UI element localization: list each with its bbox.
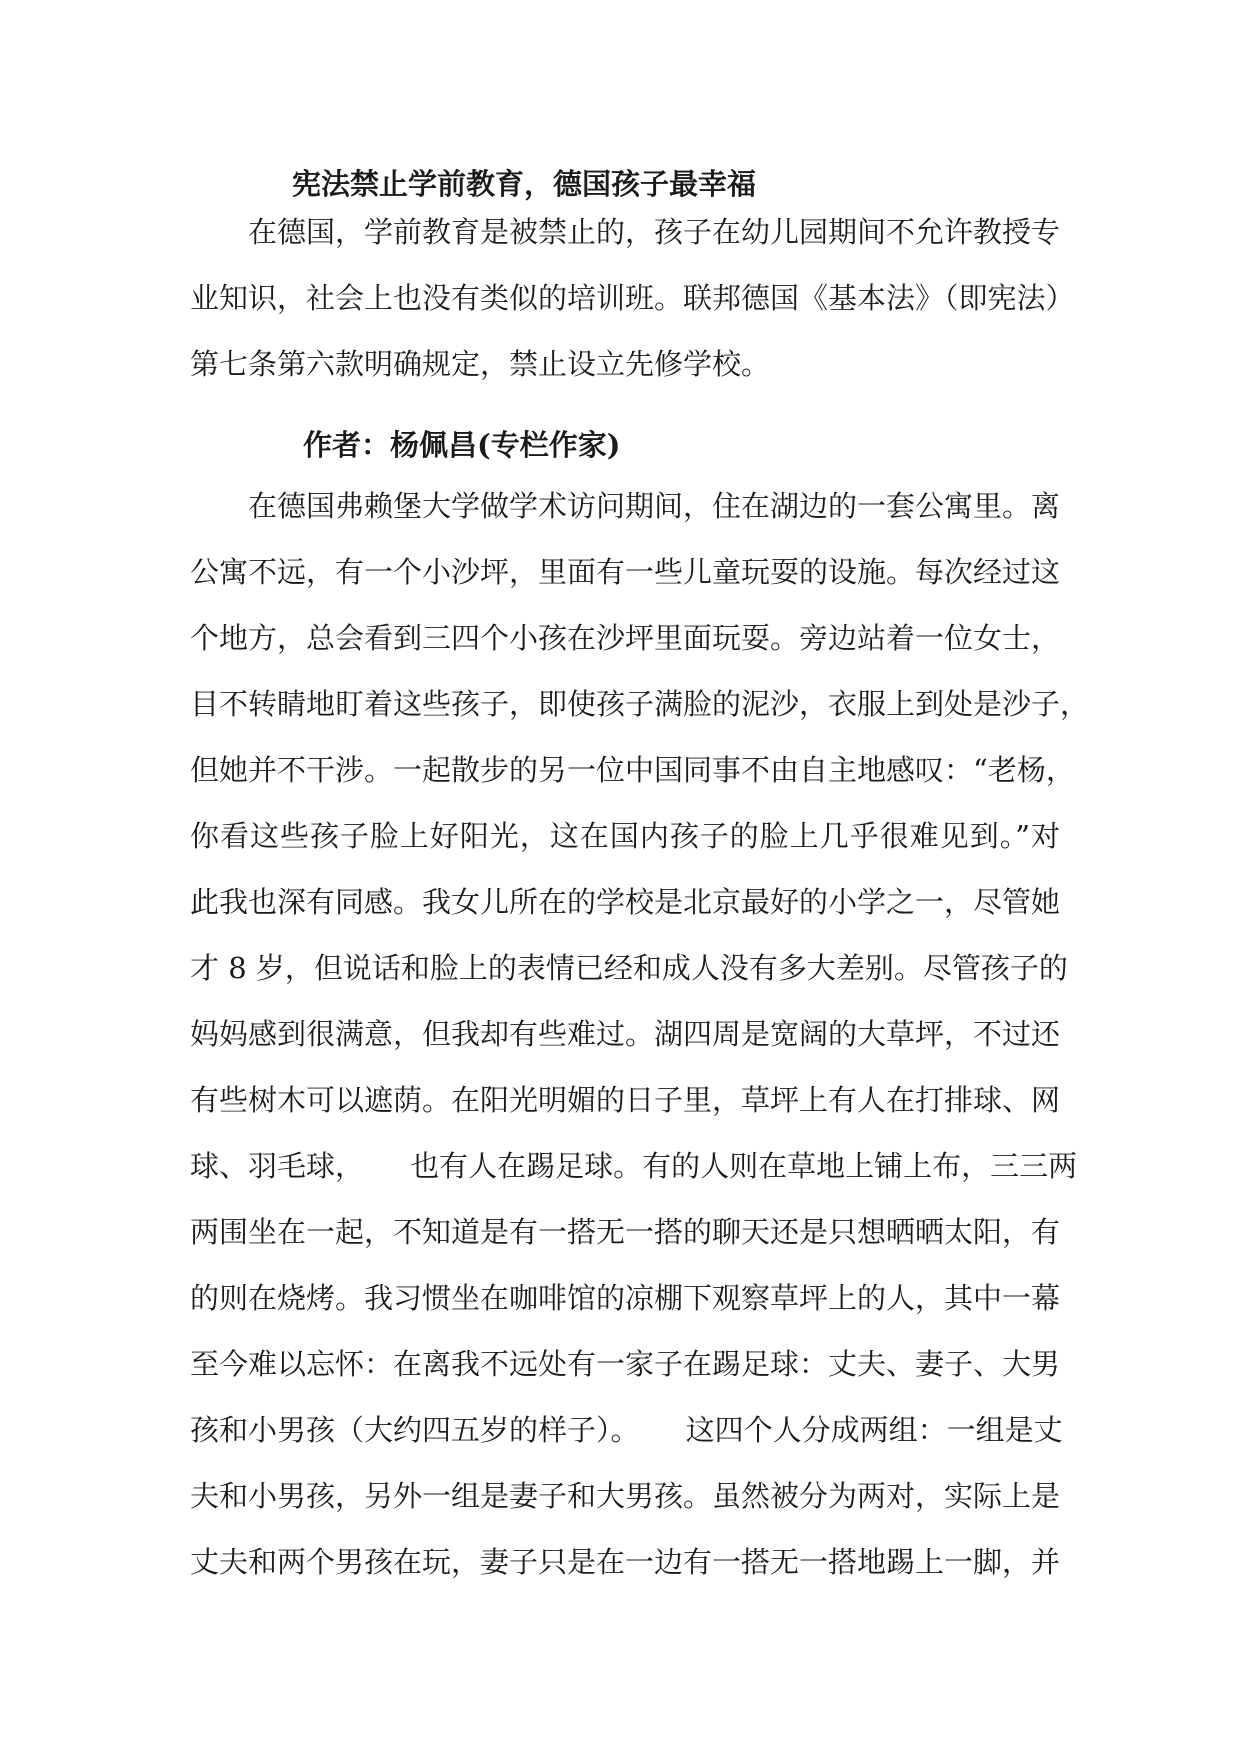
author-byline: 作者：杨佩昌(专栏作家)	[303, 428, 621, 462]
body-line: 但她并不干涉。一起散步的另一位中国同事不由自主地感叹：“老杨，	[190, 753, 1075, 787]
body-line: 夫和小男孩，另外一组是妻子和大男孩。虽然被分为两对，实际上是	[190, 1479, 1061, 1513]
body-line: 至今难以忘怀：在离我不远处有一家子在踢足球：丈夫、妻子、大男	[190, 1347, 1061, 1381]
body-line: 有些树木可以遮荫。在阳光明媚的日子里，草坪上有人在打排球、网	[190, 1083, 1061, 1117]
body-line: 才 8 岁，但说话和脸上的表情已经和成人没有多大差别。尽管孩子的	[190, 951, 1068, 985]
body-line: 此我也深有同感。我女儿所在的学校是北京最好的小学之一，尽管她	[190, 885, 1061, 919]
body-line: 丈夫和两个男孩在玩，妻子只是在一边有一搭无一搭地踢上一脚，并	[190, 1545, 1061, 1579]
body-line: 球、羽毛球， 也有人在踢足球。有的人则在草地上铺上布，三三两	[190, 1149, 1078, 1183]
intro-line: 业知识，社会上也没有类似的培训班。联邦德国《基本法》（即宪法）	[190, 281, 1075, 315]
body-line: 孩和小男孩（大约四五岁的样子）。 这四个人分成两组：一组是丈	[190, 1413, 1063, 1447]
intro-line: 在德国，学前教育是被禁止的，孩子在幼儿园期间不允许教授专	[248, 215, 1061, 249]
body-line: 两围坐在一起，不知道是有一搭无一搭的聊天还是只想晒晒太阳，有	[190, 1215, 1061, 1249]
body-paragraph	[190, 473, 1090, 1595]
body-line: 个地方，总会看到三四个小孩在沙坪里面玩耍。旁边站着一位女士，	[190, 621, 1061, 655]
body-line: 妈妈感到很满意，但我却有些难过。湖四周是宽阔的大草坪，不过还	[190, 1017, 1061, 1051]
body-line: 在德国弗赖堡大学做学术访问期间，住在湖边的一套公寓里。离	[248, 489, 1061, 523]
body-line: 目不转睛地盯着这些孩子，即使孩子满脸的泥沙，衣服上到处是沙子，	[190, 687, 1090, 721]
intro-line: 第七条第六款明确规定，禁止设立先修学校。	[190, 347, 771, 381]
intro-paragraph	[190, 199, 1075, 397]
body-line: 的则在烧烤。我习惯坐在咖啡馆的凉棚下观察草坪上的人，其中一幕	[190, 1281, 1061, 1315]
body-line: 公寓不远，有一个小沙坪，里面有一些儿童玩耍的设施。每次经过这	[190, 555, 1061, 589]
body-line: 你看这些孩子脸上好阳光，这在国内孩子的脸上几乎很难见到。”对	[190, 819, 1060, 853]
article-title: 宪法禁止学前教育，德国孩子最幸福	[292, 167, 757, 201]
